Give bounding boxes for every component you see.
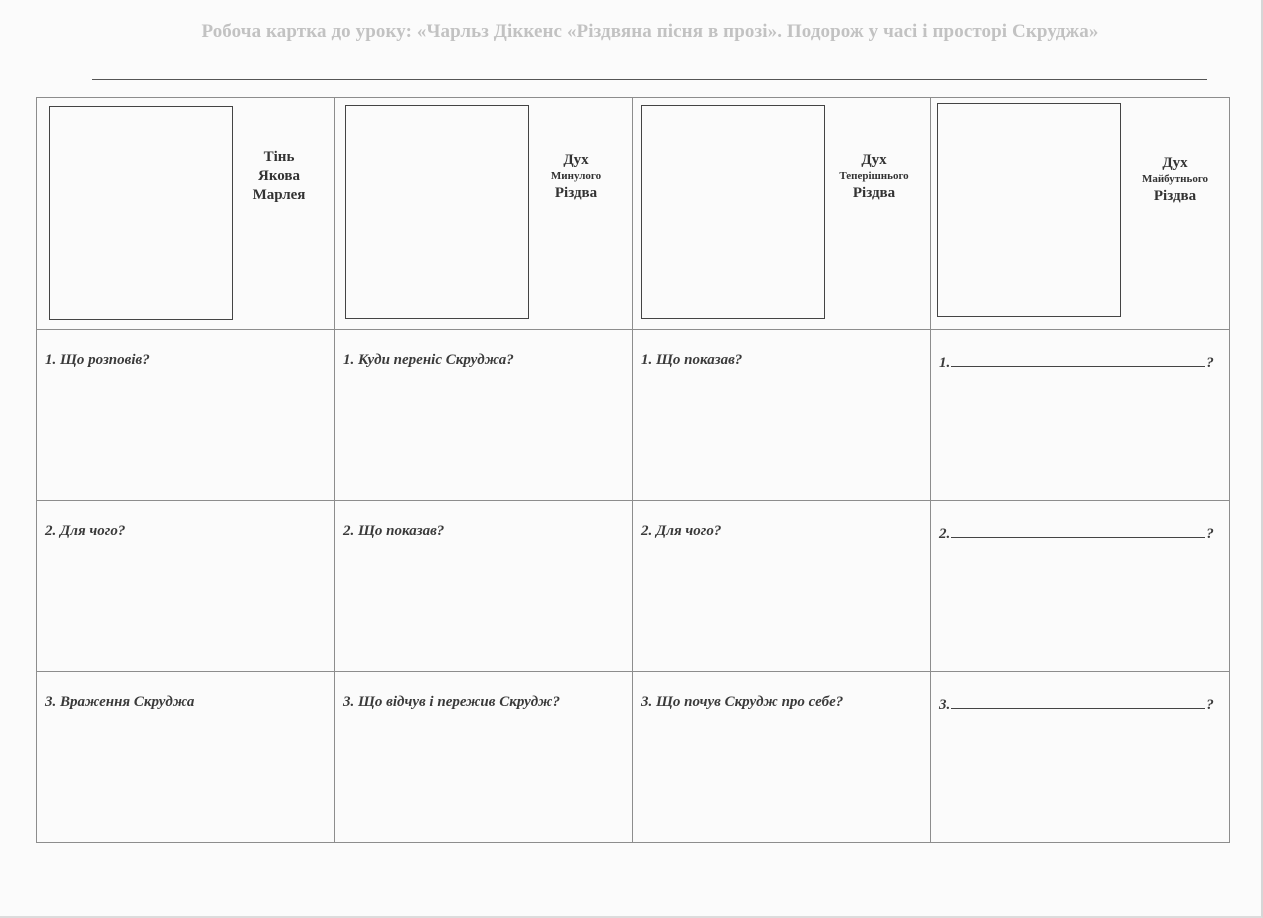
spirit-name-line: Тінь bbox=[263, 149, 295, 165]
question-number: 3. bbox=[939, 697, 951, 713]
spirit-name-past bbox=[533, 151, 619, 202]
drawing-frame-past[interactable] bbox=[345, 105, 529, 319]
drawing-frame-future[interactable] bbox=[937, 103, 1121, 317]
spirit-name-line: Майбутнього bbox=[1141, 172, 1209, 185]
spirit-name-line: Дух bbox=[1162, 155, 1188, 171]
worksheet-table bbox=[36, 97, 1230, 843]
spirit-name-line: Марлея bbox=[252, 186, 306, 203]
question-number: 2. bbox=[939, 526, 951, 542]
spirit-cell-past bbox=[335, 98, 633, 330]
answer-cell[interactable] bbox=[37, 672, 335, 843]
question-mark: ? bbox=[1206, 355, 1214, 371]
fill-in-line[interactable] bbox=[951, 523, 1205, 538]
drawing-frame-present[interactable] bbox=[641, 105, 825, 319]
fill-in-line[interactable] bbox=[951, 694, 1205, 709]
answer-cell[interactable] bbox=[335, 501, 633, 672]
spirit-name-line: Різдва bbox=[554, 184, 598, 201]
question-label: 2. Для чого? bbox=[45, 523, 126, 539]
answer-cell[interactable] bbox=[633, 330, 931, 501]
question-number: 1. bbox=[939, 355, 951, 371]
blank-question bbox=[939, 694, 1214, 714]
question-label: 1. Що розповів? bbox=[45, 352, 150, 368]
spirit-cell-present bbox=[633, 98, 931, 330]
spirit-name-line: Різдва bbox=[852, 184, 896, 201]
spirit-cell-marley bbox=[37, 98, 335, 330]
question-label: 3. Що почув Скрудж про себе? bbox=[641, 694, 844, 710]
spirits-row bbox=[37, 98, 1230, 330]
question-label: 2. Що показав? bbox=[343, 523, 445, 539]
answer-cell[interactable] bbox=[931, 501, 1230, 672]
spirit-name-line: Різдва bbox=[1153, 187, 1197, 204]
question-label: 1. Куди переніс Скруджа? bbox=[343, 352, 514, 368]
answer-cell[interactable] bbox=[931, 330, 1230, 501]
spirit-cell-future bbox=[931, 98, 1230, 330]
blank-question bbox=[939, 352, 1214, 372]
answer-cell[interactable] bbox=[931, 672, 1230, 843]
question-row-2 bbox=[37, 501, 1230, 672]
spirit-name-present bbox=[825, 151, 923, 202]
spirit-name-line: Минулого bbox=[550, 169, 602, 182]
worksheet-title: Робоча картка до уроку: «Чарльз Діккенс «Різдвяна пісня в прозі». Подорож у часі і просторі Скруджа» bbox=[201, 21, 1099, 42]
answer-cell[interactable] bbox=[335, 330, 633, 501]
spirit-name-line: Дух bbox=[563, 152, 589, 168]
answer-cell[interactable] bbox=[37, 501, 335, 672]
spirit-name-line: Дух bbox=[861, 152, 887, 168]
spirit-name-line: Якова bbox=[257, 167, 300, 184]
question-mark: ? bbox=[1206, 526, 1214, 542]
question-row-3 bbox=[37, 672, 1230, 843]
answer-cell[interactable] bbox=[633, 672, 931, 843]
question-label: 1. Що показав? bbox=[641, 352, 743, 368]
question-label: 3. Враження Скруджа bbox=[45, 694, 195, 710]
blank-question bbox=[939, 523, 1214, 543]
question-label: 2. Для чого? bbox=[641, 523, 722, 539]
question-row-1 bbox=[37, 330, 1230, 501]
spirit-name-future bbox=[1125, 154, 1225, 205]
spirit-name-line: Теперішнього bbox=[839, 169, 909, 182]
answer-cell[interactable] bbox=[37, 330, 335, 501]
spirit-name-marley bbox=[239, 148, 319, 204]
question-mark: ? bbox=[1206, 697, 1214, 713]
title-underline bbox=[92, 79, 1207, 80]
drawing-frame-marley[interactable] bbox=[49, 106, 233, 320]
question-label: 3. Що відчув і пережив Скрудж? bbox=[343, 694, 560, 710]
fill-in-line[interactable] bbox=[951, 352, 1205, 367]
answer-cell[interactable] bbox=[335, 672, 633, 843]
answer-cell[interactable] bbox=[633, 501, 931, 672]
